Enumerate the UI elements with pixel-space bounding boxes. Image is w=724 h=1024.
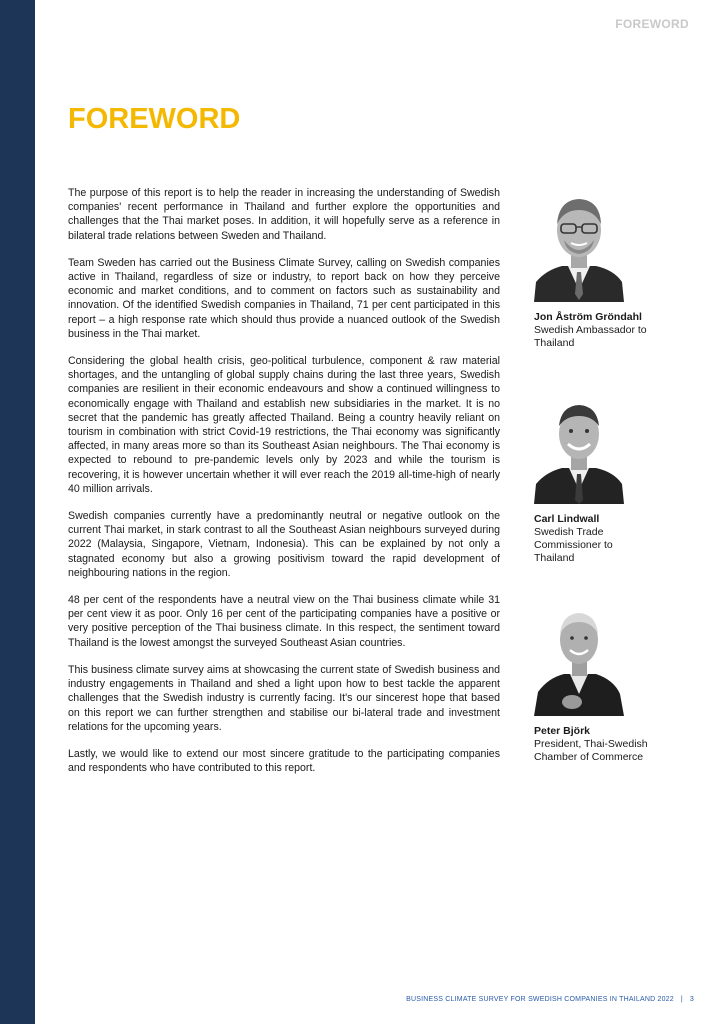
foreword-body [68,186,500,788]
person-role: Swedish Ambassador to Thailand [534,324,647,349]
person-name: Peter Björk [534,725,591,737]
portrait-photo [534,392,624,504]
sidebar-stripe [0,0,35,1024]
person-card-ambassador [534,190,654,350]
paragraph: The purpose of this report is to help the reader in increasing the understanding of Swedish companies' recent performance in Thailand and further explore the opportunities and challenges that the Thai market poses. In addition, it will hopefully serve as a reference in bilateral trade relations between Sweden and Thailand. [68,187,500,242]
section-label: FOREWORD [615,17,689,31]
footer-title: BUSINESS CLIMATE SURVEY FOR SWEDISH COMPANIES IN THAILAND 2022 [406,996,674,1003]
portrait-photo [534,604,624,716]
paragraph: Considering the global health crisis, geo-political turbulence, component & raw material shortages, and the untangling of global supply chains during the last three years, Swedish companies are resilient in their economic endeavours and show a continued willingness to economically engage with Thailand and establish new subsidiaries in the market. It is no secret that the pandemic has greatly affected Thailand. Being a country heavily reliant on tourism in combination with strict Covid-19 restrictions, the Thai economy was significantly affected, in many areas more so than its Southeast Asian neighbours. The Thai economy is expected to rebound to pre-pandemic levels only by 2023 and while the tourism is recovering, it is however uncertain whether it will ever reach the 2019 all-time-high of nearly 40 million arrivals. [68,355,500,495]
page-footer [406,996,694,1003]
paragraph: Team Sweden has carried out the Business Climate Survey, calling on Swedish companies active in Thailand, regardless of size or industry, to report back on how they perceive economic and market conditions, and to comment on factors such as sustainability and innovation. Of the identified Swedish companies in Thailand, 71 per cent participated in this report – a high response rate which should thus provide a nuanced outlook of the Swedish business in the Thai market. [68,256,500,340]
person-name: Jon Åström Gröndahl [534,311,642,323]
paragraph: This business climate survey aims at showcasing the current state of Swedish business and industry engagements in Thailand and shed a light upon how to best tackle the apparent challenges that the Swedish industry is currently facing. It's our sincerest hope that based on this report we can further strengthen and stabilise our bi-lateral trade and investment relations for the upcoming years. [68,663,500,733]
portrait-photo [534,190,624,302]
page-number: 3 [689,996,694,1003]
paragraph: Swedish companies currently have a predominantly neutral or negative outlook on the current Thai market, in stark contrast to all the Southeast Asian neighbours surveyed during 2022 (Malaysia, Singapore, Vietnam, Indonesia). This can be explained by not only a stagnated economy but also a growing positivism toward the rapid development of neighbouring nations in the region. [68,510,500,579]
footer-separator: | [680,996,683,1003]
person-role: President, Thai-Swedish Chamber of Commerce [534,738,648,763]
paragraph: 48 per cent of the respondents have a neutral view on the Thai business climate while 31 per cent view it as poor. Only 16 per cent of the participating companies have a positive or very positive perception of the Thai business climate. In this respect, the sentiment toward Thailand is the lowest amongst the surveyed Southeast Asian countries. [68,594,500,649]
person-card-chamber-president [534,604,654,764]
person-name: Carl Lindwall [534,513,600,525]
page-title: FOREWORD [68,103,241,135]
person-card-trade-commissioner [534,392,654,565]
paragraph: Lastly, we would like to extend our most sincere gratitude to the participating companies and respondents who have contributed to this report. [68,747,500,775]
person-role: Swedish Trade Commissioner to Thailand [534,526,613,564]
